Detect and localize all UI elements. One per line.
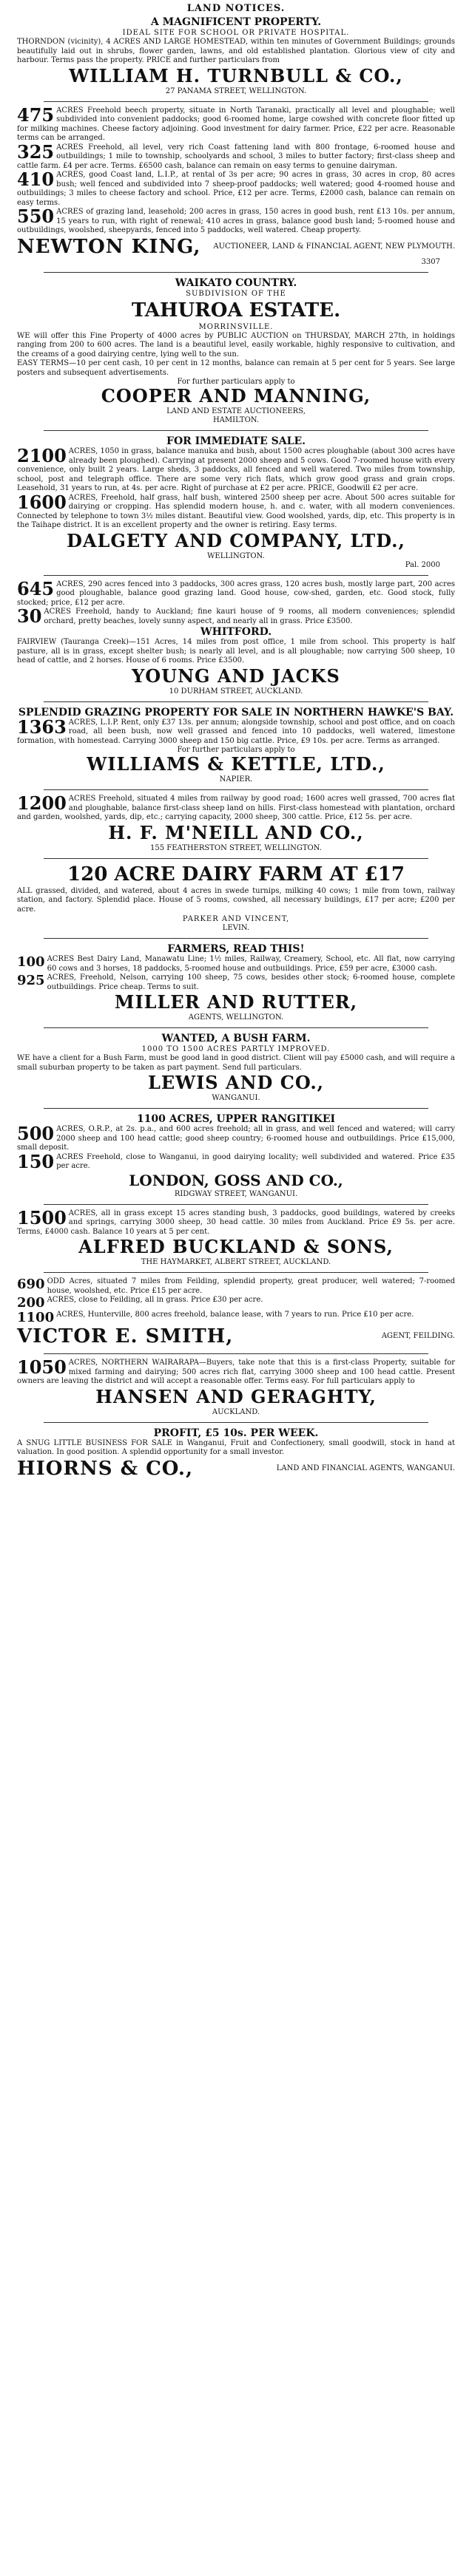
ad-london-goss: [17, 1113, 455, 1198]
ad-body: THORNDON (vicinity), 4 ACRES AND LARGE HOMESTEAD, within ten minutes of Government Buildings; grounds beautifully laid out in shrubs, flower garden, lawns, and old established plantation. Glorious view of city and harbour. Terms pass the property. PRICE and further particulars from: [17, 38, 455, 64]
listing-acres: 1363: [17, 716, 67, 738]
agent-address: 27 PANAMA STREET, WELLINGTON.: [165, 86, 307, 95]
listing-text: ACRES, 290 acres fenced into 3 paddocks, 300 acres grass, 120 acres bush, mostly large part, 200 acres good ploughable, balance good grazing land. Good house, cow-shed, garden, etc. Good stock, fully stocked; price, £12 per acre.: [17, 580, 455, 607]
agent-description: AGENT, FEILDING.: [381, 1332, 455, 1340]
listing-acres: 550: [17, 205, 55, 227]
listing-acres: 1050: [17, 1356, 67, 1378]
listing-item: [17, 1150, 455, 1172]
listing-acres: 30: [17, 605, 42, 627]
ad-title: WAIKATO COUNTRY.: [175, 276, 297, 289]
ad-body: WE have a client for a Bush Farm, must be good land in good district. Client will pay £5000 cash, and will require a small suburban property to be taken as part payment. Send full particulars.: [17, 1054, 455, 1072]
listing-item: [17, 171, 455, 208]
agent-name: MILLER AND RUTTER,: [114, 991, 358, 1013]
listing-item: [17, 103, 455, 143]
agent-description: AUCTIONEER, LAND & FINANCIAL AGENT, NEW PLYMOUTH.: [213, 242, 455, 251]
ad-headline: 120 ACRE DAIRY FARM AT £17: [67, 863, 405, 886]
agent-place: WANGANUI.: [212, 1094, 260, 1102]
listing-item: [17, 447, 455, 494]
ad-mcneill: [17, 792, 455, 852]
ad-hiorns: [17, 1427, 455, 1480]
ad-title: PROFIT, £5 10s. PER WEEK.: [153, 1427, 319, 1439]
ad-subtitle: SUBDIVISION OF THE: [186, 289, 286, 298]
ad-newton-king: [17, 103, 455, 266]
listing-item: [17, 1206, 455, 1237]
ad-dairy-farm: [17, 863, 455, 933]
listing-acres: 1200: [17, 792, 67, 814]
agent-place: AUCKLAND.: [212, 1407, 260, 1416]
divider: [44, 272, 428, 273]
ad-note: For further particulars apply to: [177, 746, 295, 754]
ad-ref: Pal. 2000: [405, 560, 440, 569]
listing-item: [17, 955, 455, 973]
agent-block: [17, 1325, 455, 1348]
listing-item: [17, 577, 455, 608]
divider: [44, 1204, 428, 1205]
listing-item: [17, 718, 455, 747]
listing-item: [17, 1277, 455, 1296]
estate-place: MORRINSVILLE.: [198, 322, 274, 331]
divider: [44, 789, 428, 790]
agent-address: THE HAYMARKET, ALBERT STREET, AUCKLAND.: [141, 1258, 331, 1266]
listing-text: ACRES Freehold, close to Wanganui, in good dairying locality; well subdivided and watered. Price £35 per acre.: [56, 1152, 455, 1170]
agent-name: YOUNG AND JACKS: [132, 665, 340, 687]
ad-ref: 3307: [421, 257, 440, 266]
agent-block: [17, 1458, 455, 1480]
agent-block: [17, 236, 455, 258]
listing-text: ACRES, 1050 in grass, balance manuka and bush, about 1500 acres ploughable (about 300 acres have already been ploughed). Carrying at present 2000 sheep and 5 cows. Good 7-roomed house with every convenience, only built 2 years. Large sheds, 3 paddocks, all fenced and well watered. Two miles from township, school, post and telegraph office. There are some very rich flats, which grow good grass and grain crops. Leasehold, 31 years to run, at 4s. per acre. Right of purchase at £2 per acre. PRICE, Goodwill £2 per acre.: [17, 447, 455, 492]
listing-acres: 150: [17, 1150, 55, 1172]
listing-item: [17, 1356, 455, 1387]
divider: [44, 938, 428, 939]
listing-acres: 1600: [17, 491, 67, 513]
listing-acres: 475: [17, 103, 55, 126]
agent-name: PARKER AND VINCENT,: [182, 915, 290, 923]
divider: [44, 858, 428, 859]
agent-place: HAMILTON.: [212, 416, 260, 424]
ad-body: WE will offer this Fine Property of 4000 acres by PUBLIC AUCTION on THURSDAY, MARCH 27th, in holdings ranging from 200 to 600 acres. The land is a beautiful level, easily workable, highly responsive to cultivation, and the creams of a good dairying centre, lying well to the sun.: [17, 331, 455, 358]
ad-body: A SNUG LITTLE BUSINESS FOR SALE in Wanganui, Fruit and Confectionery, small goodwill, stock in hand at valuation. In good position. A splendid opportunity for a small investor.: [17, 1438, 455, 1456]
listing-acres: 1100: [17, 1310, 55, 1325]
agent-name: WILLIAMS & KETTLE, LTD.,: [87, 753, 385, 775]
listing-text: ACRES Freehold, situated 4 miles from railway by good road; 1600 acres well grassed, 700 acres flat and ploughable, balance first-class sheep land on hills. First-class homestead with plantation, orchard and garden, woolshed, yards, dip, etc.; carrying capacity, 2000 sheep, 300 cattle. Price, £12 5s. per acre.: [17, 795, 455, 821]
agent-name: LEWIS AND CO.,: [147, 1072, 325, 1093]
estate-name: TAHUROA ESTATE.: [131, 299, 341, 322]
listing-acres: 500: [17, 1123, 55, 1144]
listing-item: [17, 973, 455, 992]
agent-address: RIDGWAY STREET, WANGANUI.: [174, 1189, 298, 1198]
agent-place: AGENTS, WELLINGTON.: [188, 1013, 284, 1022]
ad-title: A MAGNIFICENT PROPERTY.: [150, 16, 322, 28]
ad-body: FAIRVIEW (Tauranga Creek)—151 Acres, 14 miles from post office, 1 mile from school. This property is half pasture, all is in grass, except shelter bush; is nearly all level, and is all ploughable; now carrying 500 sheep, 10 head of cattle, and 2 horses. House of 6 rooms. Price £3500.: [17, 638, 455, 665]
listing-text: ACRES, NORTHERN WAIRARAPA—Buyers, take note that this is a first-class Property, suitable for mixed farming and dairying; 500 acres rich flat, carrying 3000 sheep and 100 head cattle. Present owners are leaving the district and will accept a reasonable offer. Terms easy. For full particulars apply to: [17, 1359, 455, 1385]
agent-name: LONDON, GOSS AND CO.,: [129, 1171, 343, 1189]
listing-item: [17, 605, 455, 627]
ad-title: FARMERS, READ THIS!: [167, 943, 305, 955]
listing-acres: 690: [17, 1277, 45, 1292]
listing-text: ACRES, Freehold, half grass, half bush, wintered 2500 sheep per acre. About 500 acres suitable for dairying or cropping. Has splendid modern house, h. and c. water, with all modern conveniences. Connected by telephone to town 3½ miles distant. Beautiful view. Good woolshed, yards, dip, etc. This property is in the Taihape district. It is an excellent property and the owner is retiring. Easy terms.: [17, 493, 455, 529]
listing-acres: 1500: [17, 1206, 67, 1228]
land-notices-page: [14, 0, 458, 1480]
ad-note: For further particulars apply to: [177, 378, 295, 386]
listing-text: ACRES, L.I.P. Rent, only £37 13s. per annum; alongside township, school and post office, and on coach road, all been bush, now well grassed and fenced into 10 paddocks, well watered, limestone formation, with homestead. Carrying 3000 sheep and 150 big cattle. Price, £9 10s. per acre. Terms as arranged.: [17, 718, 455, 745]
agent-place: WELLINGTON.: [207, 551, 265, 560]
agent-name: WILLIAM H. TURNBULL & CO.,: [69, 64, 403, 86]
listing-text: ACRES, O.R.P., at 2s. p.a., and 600 acres freehold; all in grass, and well fenced and watered; will carry 2000 sheep and 100 head cattle; good sheep country; 6-roomed house and outbuildings. Price £15,000, small deposit.: [17, 1125, 455, 1152]
agent-name: H. F. M'NEILL AND CO.,: [108, 821, 364, 843]
divider: [44, 1272, 428, 1273]
ad-hawkes-bay: [17, 707, 455, 784]
listing-item: [17, 205, 455, 236]
divider: [44, 1027, 428, 1028]
agent-description: LAND AND ESTATE AUCTIONEERS,: [166, 407, 306, 415]
ad-lewis: [17, 1033, 455, 1102]
ad-title: WANTED, A BUSH FARM.: [161, 1033, 311, 1044]
agent-address: 10 DURHAM STREET, AUCKLAND.: [169, 687, 303, 696]
listing-acres: 925: [17, 973, 45, 988]
listing-text: ACRES, Freehold, Nelson, carrying 100 sheep, 75 cows, besides other stock; 6-roomed house, complete outbuildings. Price cheap. Terms to suit.: [47, 973, 455, 991]
listing-text: ODD Acres, situated 7 miles from Feilding, splendid property, great producer, well watered; 7-roomed house, woolshed, etc. Price £15 per acre.: [47, 1277, 455, 1295]
ad-terms: EASY TERMS—10 per cent cash, 10 per cent in 12 months, balance can remain at 5 per cent for 5 years. See large posters and subsequent advertisements.: [17, 359, 455, 377]
divider: [44, 101, 428, 102]
listing-item: [17, 491, 455, 531]
ad-victor-smith: [17, 1277, 455, 1348]
listing-acres: 2100: [17, 445, 67, 466]
ad-body: ALL grassed, divided, and watered, about 4 acres in swede turnips, milking 40 cows; 1 mile from town, railway station, and factory. Splendid place. House of 5 rooms, cowshed, all necessary buildings, £17 per acre; £200 per acre.: [17, 886, 455, 914]
listing-acres: 200: [17, 1295, 45, 1311]
ad-title: 1100 ACRES, UPPER RANGITIKEI: [136, 1113, 336, 1125]
listing-text: ACRES, good Coast land, L.I.P., at rental of 3s per acre; 90 acres in grass, 30 acres in crop, 80 acres bush; well fenced and subdivided into 7 sheep-proof paddocks; well watered; good 4-roomed house and outbuildings; 3 miles to cheese factory and school. Price, £12 per acre. Terms, £2000 cash, balance can remain on easy terms.: [17, 171, 455, 207]
listing-text: ACRES Freehold, all level, very rich Coast fattening land with 800 frontage, 6-roomed house and outbuildings; 1 mile to township, schoolyards and school, 3 miles to butter factory; first-class sheep and cattle farm. £4 per acre. Terms. £6500 cash, balance can remain on easy terms to genuine dairyman.: [17, 143, 455, 170]
divider: [44, 430, 428, 431]
listing-text: ACRES, all in grass except 15 acres standing bush, 3 paddocks, good buildings, watered by creeks and springs, carrying 3000 sheep, 30 head cattle. 30 miles from Auckland. Price £9 5s. per acre. Terms, £4000 cash. Balance 10 years at 5 per cent.: [17, 1209, 455, 1236]
agent-name: VICTOR E. SMITH,: [17, 1325, 234, 1348]
ad-title: SPLENDID GRAZING PROPERTY FOR SALE IN NORTHERN HAWKE'S BAY.: [18, 706, 454, 718]
agent-description: LAND AND FINANCIAL AGENTS, WANGANUI.: [276, 1464, 455, 1472]
section-title: WHITFORD.: [200, 626, 272, 638]
listing-item: [17, 1125, 455, 1153]
divider: [44, 575, 428, 576]
ad-magnificent-property: [17, 16, 455, 95]
agent-name: HIORNS & CO.,: [17, 1457, 194, 1480]
ad-title: FOR IMMEDIATE SALE.: [166, 435, 306, 447]
ad-miller-rutter: [17, 943, 455, 1022]
agent-name: NEWTON KING,: [17, 235, 201, 258]
listing-acres: 325: [17, 140, 55, 163]
listing-item: [17, 792, 455, 823]
agent-name: COOPER AND MANNING,: [101, 385, 371, 407]
agent-place: NAPIER.: [219, 775, 253, 784]
listing-text: ACRES, close to Feilding, all in grass. Price £30 per acre.: [47, 1296, 263, 1304]
divider: [44, 1108, 428, 1109]
ad-hansen-geraghty: [17, 1356, 455, 1416]
ad-subtitle: 1000 TO 1500 ACRES PARTLY IMPROVED.: [141, 1045, 331, 1053]
listing-item: [17, 1295, 455, 1311]
divider: [44, 1353, 428, 1354]
listing-item: [17, 140, 455, 171]
listing-acres: 100: [17, 954, 45, 970]
agent-place: LEVIN.: [222, 924, 250, 932]
page-header: LAND NOTICES.: [186, 3, 286, 14]
divider: [44, 1422, 428, 1423]
agent-name: DALGETY AND COMPANY, LTD.,: [67, 529, 405, 551]
agent-address: 155 FEATHERSTON STREET, WELLINGTON.: [150, 843, 322, 852]
divider: [44, 701, 428, 702]
ad-waikato: [17, 277, 455, 425]
listing-item: [17, 1310, 455, 1325]
agent-name: HANSEN AND GERAGHTY,: [95, 1385, 377, 1407]
ad-young-jacks: [17, 577, 455, 696]
listing-text: ACRES Freehold beech property, situate in North Taranaki, practically all level and ploughable; well subdivided into convenient paddocks; good 6-roomed home, large cowshed with concrete floor fitted up for milking machines. Cheese factory adjoining. Good investment for dairy farmer. Price, £22 per acre. Reasonable terms can be arranged.: [17, 106, 455, 142]
ad-subtitle: IDEAL SITE FOR SCHOOL OR PRIVATE HOSPITAL.: [122, 29, 350, 37]
ad-dalgety: [17, 435, 455, 569]
listing-acres: 410: [17, 169, 55, 190]
listing-text: ACRES, Hunterville, 800 acres freehold, balance lease, with 7 years to run. Price £10 per acre.: [56, 1311, 414, 1319]
listing-text: ACRES of grazing land, leasehold; 200 acres in grass, 150 acres in good bush, rent £13 10s. per annum, 15 years to run, with right of renewal; 410 acres in grass, balance good bush land; 5-roomed house and outbuildings, woolshed, sheepyards, fenced into 5 paddocks, well watered. Cheap property.: [17, 208, 455, 234]
ad-buckland: [17, 1206, 455, 1267]
listing-acres: 645: [17, 577, 55, 599]
agent-name: ALFRED BUCKLAND & SONS,: [78, 1236, 394, 1257]
listing-text: ACRES Freehold, handy to Auckland; fine kauri house of 9 rooms, all modern conveniences; splendid orchard, pretty beaches, lovely sunny aspect, and nearly all in grass. Price £3500.: [44, 608, 455, 625]
listing-text: ACRES Best Dairy Land, Manawatu Line; 1½ miles, Railway, Creamery, School, etc. All flat, now carrying 60 cows and 3 horses, 18 paddocks, 5-roomed house and outbuildings. Price, £59 per acre, £3000 cash.: [47, 955, 455, 973]
